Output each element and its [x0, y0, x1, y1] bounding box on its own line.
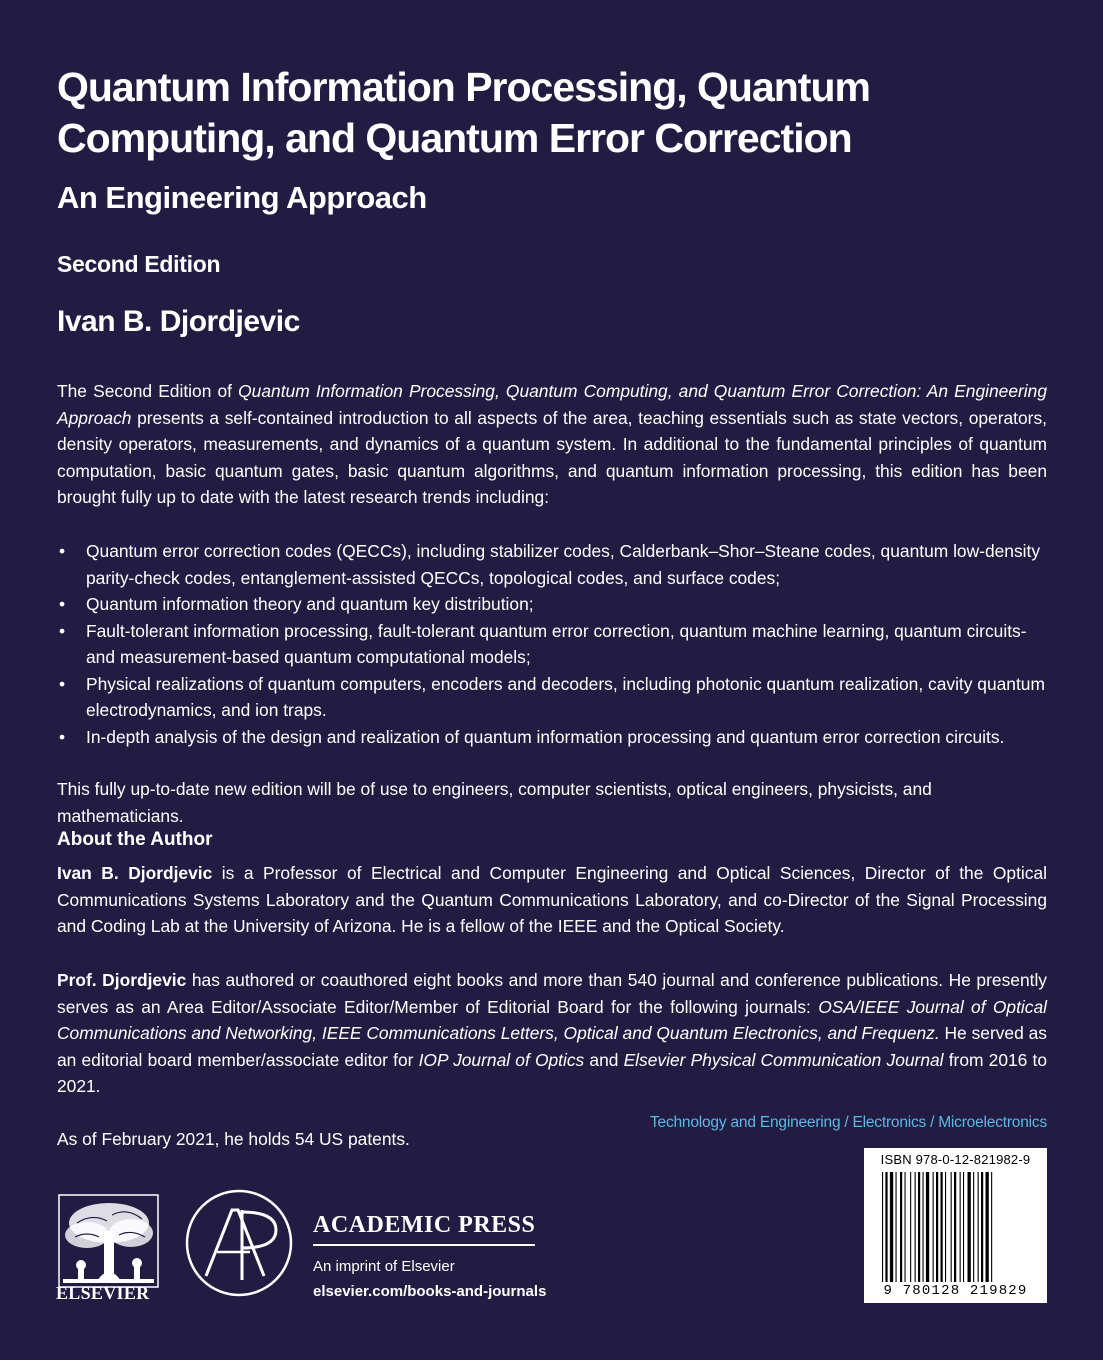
patents-note: As of February 2021, he holds 54 US patents. [57, 1129, 410, 1149]
about-paragraph-2: Prof. Djordjevic has authored or coauthored eight books and more than 540 journal and conference publications. He presently serves as an Area Editor/Associate Editor/Member of Editorial Board for the following journals: OSA/IEEE Journal of Optical Communications and Networking, IEEE Communications Letters, Optical and Quantum Electronics, and Frequenz. He served as an editorial board member/associate editor for IOP Journal of Optics and Elsevier Physical Communication Journal from 2016 to 2021. [57, 970, 1048, 1096]
description-intro: The Second Edition of Quantum Information Processing, Quantum Computing, and Quantum Error Correction: An Engineering Approach presents a self-contained introduction to all aspects of the area, teaching essentials such as state vectors, operators, density operators, measurements, and dynamics of a quantum system. In additional to the fundamental principles of quantum computation, basic quantum gates, basic quantum algorithms, and quantum information processing, this edition has been brought fully up to date with the latest research trends including: [57, 381, 1048, 507]
barcode-bar [960, 1172, 961, 1282]
barcode-bar [890, 1172, 893, 1282]
list-item: • Physical realizations of quantum computers, encoders and decoders, including photonic quantum realization, cavity quantum electrodynamics, and ion traps. [57, 671, 1047, 724]
barcode-bar [968, 1172, 971, 1282]
list-item: • In-depth analysis of the design and realization of quantum information processing and quantum error correction circuits. [57, 724, 1047, 751]
topic-list [57, 538, 1047, 750]
barcode-bar [936, 1172, 938, 1282]
imprint-line: An imprint of Elsevier [313, 1258, 455, 1275]
publisher-website[interactable]: elsevier.com/books-and-journals [313, 1283, 547, 1300]
subject-category: Technology and Engineering / Electronics / Microelectronics [649, 1114, 1047, 1131]
edition-label: Second Edition [57, 251, 221, 277]
book-subtitle: An Engineering Approach [57, 180, 427, 215]
elsevier-wordmark: ELSEVIER [56, 1283, 150, 1303]
list-item: • Quantum information theory and quantum key distribution; [57, 591, 1047, 618]
barcode-bar [973, 1172, 974, 1282]
about-paragraph-1: Ivan B. Djordjevic is a Professor of Electrical and Computer Engineering and Optical Sciences, Director of the Optical Communications Systems Laboratory and the Quantum Communications Laboratory, and co-Director of the Signal Processing and Coding Lab at the University of Arizona. He is a fellow of the IEEE and the Optical Society. [57, 863, 1048, 936]
barcode-bar [896, 1172, 897, 1282]
description-closing: This fully up-to-date new edition will be of use to engineers, computer scientists, optical engineers, physicists, and mathematicians. [57, 779, 932, 826]
barcode-bar [951, 1172, 952, 1282]
barcode-bar [882, 1172, 883, 1282]
barcode-bar [986, 1172, 989, 1282]
barcode-bar [918, 1172, 920, 1282]
barcode-bar [978, 1172, 979, 1282]
barcode-bar [910, 1172, 911, 1282]
barcode-bar [963, 1172, 964, 1282]
barcode-bar [885, 1172, 887, 1282]
barcode-bar [923, 1172, 924, 1282]
imprint-name: ACADEMIC PRESS [313, 1212, 535, 1246]
isbn-digits: 9 780128 219829 [883, 1283, 1028, 1299]
isbn-label: ISBN 978-0-12-821982-9 [880, 1152, 1031, 1167]
author-name: Ivan B. Djordjevic [57, 305, 300, 338]
barcode-bar [926, 1172, 929, 1282]
barcode-bar [941, 1172, 943, 1282]
book-title: Quantum Information Processing, Quantum Computing, and Quantum Error Correction [57, 64, 870, 161]
list-item: • Quantum error correction codes (QECCs), including stabilizer codes, Calderbank–Shor–Steane codes, quantum low-density parity-check codes, entanglement-assisted QECCs, topological codes, and surface codes; [57, 538, 1047, 591]
barcode-bar [954, 1172, 956, 1282]
barcode-bar [945, 1172, 946, 1282]
barcode-bars [880, 1172, 1036, 1282]
academic-press-logo [184, 1188, 294, 1298]
barcode-bar [933, 1172, 934, 1282]
barcode-bar [905, 1172, 906, 1282]
barcode-bar [981, 1172, 983, 1282]
barcode-bar [900, 1172, 902, 1282]
list-item: • Fault-tolerant information processing, fault-tolerant quantum error correction, quantum machine learning, quantum circuits- and measurement-based quantum computational models; [57, 618, 1047, 671]
barcode-bar [991, 1172, 992, 1282]
isbn-barcode [864, 1148, 1047, 1303]
about-heading: About the Author [57, 829, 213, 850]
barcode-bar [915, 1172, 916, 1282]
